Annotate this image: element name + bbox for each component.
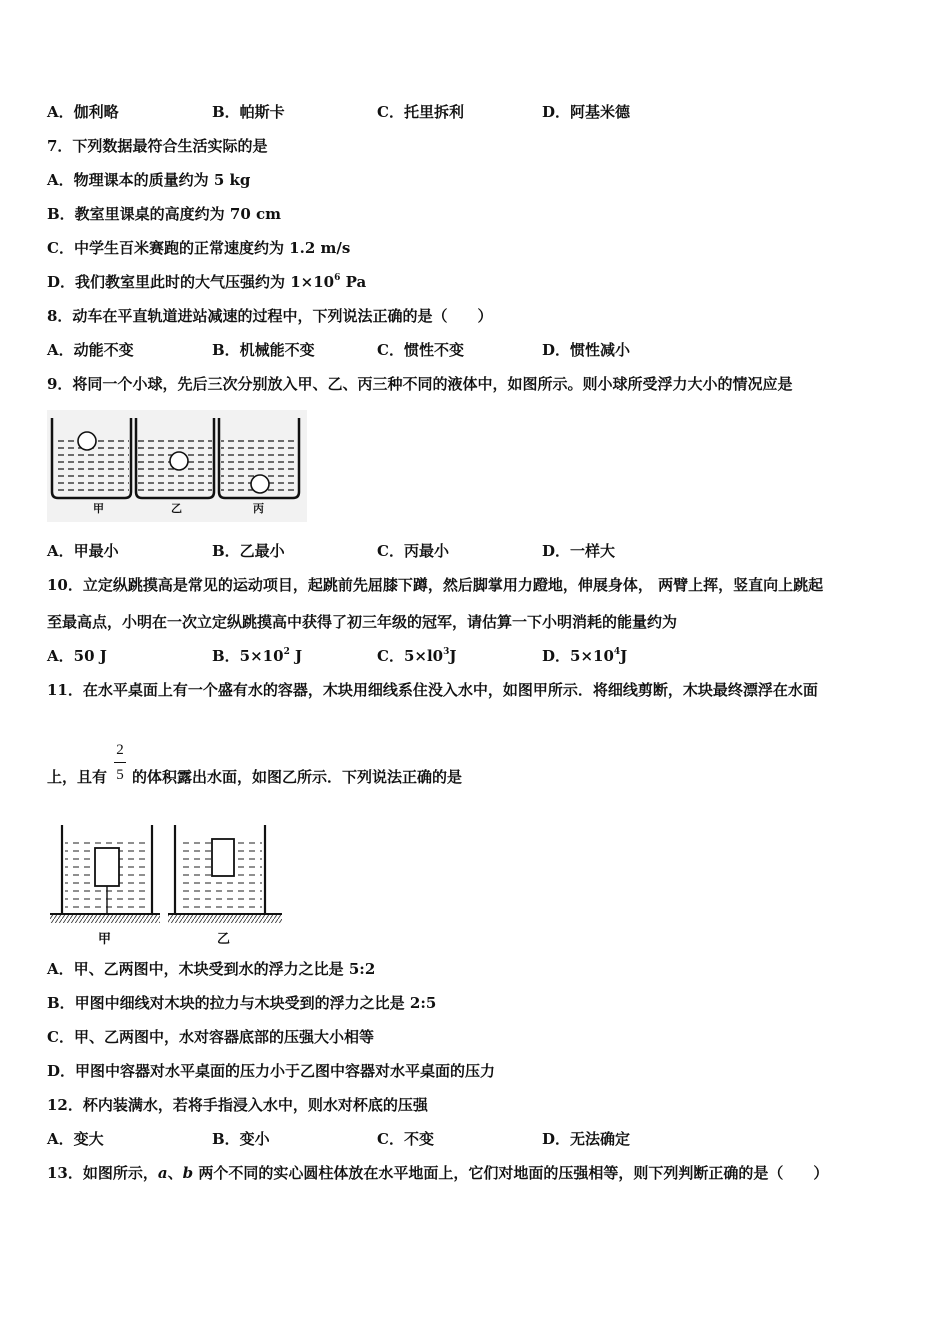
q10-c-unit: J xyxy=(449,647,457,665)
q10-option-b xyxy=(212,646,302,666)
q11-option-d: D．甲图中容器对水平桌面的压力小于乙图中容器对水平桌面的压力 xyxy=(47,1062,496,1080)
q10-d-text: D．5×10 xyxy=(542,647,614,665)
q13-var-b: b xyxy=(182,1164,194,1182)
q7-option-c: C．中学生百米赛跑的正常速度约为 1.2 m/s xyxy=(47,239,351,257)
q10-b-text: B．5×10 xyxy=(212,647,284,665)
q8-option-d: D．惯性减小 xyxy=(542,341,631,359)
q7-option-a: A．物理课本的质量约为 5 kg xyxy=(47,171,251,189)
q11-option-c: C．甲、乙两图中，水对容器底部的压强大小相等 xyxy=(47,1028,374,1046)
q11-option-b: B．甲图中细线对木块的拉力与木块受到的浮力之比是 2:5 xyxy=(47,994,437,1012)
q6-option-c: C．托里拆利 xyxy=(377,103,464,121)
q11-figure xyxy=(50,823,282,948)
q12-option-d: D．无法确定 xyxy=(542,1130,631,1148)
q9-option-c: C．丙最小 xyxy=(377,542,449,560)
q7-option-d xyxy=(47,272,366,292)
q10-stem-line1: 10．立定纵跳摸高是常见的运动项目，起跳前先屈膝下蹲，然后脚掌用力蹬地，伸展身体， 两臂上挥，竖直向上跳起 xyxy=(47,576,824,594)
q6-option-d: D．阿基米德 xyxy=(542,103,631,121)
q13-post: 两个不同的实心圆柱体放在水平地面上，它们对地面的压强相等，则下列判断正确的是（ ） xyxy=(193,1164,829,1182)
q12-option-b: B．变小 xyxy=(212,1130,270,1148)
q10-option-d xyxy=(542,646,627,666)
q11-containers-diagram xyxy=(50,823,282,928)
q11-option-a: A．甲、乙两图中，木块受到水的浮力之比是 5:2 xyxy=(47,960,376,978)
q10-option-c xyxy=(377,646,456,666)
q10-b-exp: 2 xyxy=(283,647,290,657)
fraction-bar xyxy=(114,762,126,763)
ball-yi xyxy=(170,452,188,470)
q7-option-d-text: D．我们教室里此时的大气压强约为 1×10 xyxy=(47,273,335,291)
q11-label-jia: 甲 xyxy=(98,932,112,947)
q11-stem-line2-post: 的体积露出水面，如图乙所示．下列说法正确的是 xyxy=(132,768,463,786)
q10-d-unit: J xyxy=(620,647,628,665)
q7-option-b: B．教室里课桌的高度约为 70 cm xyxy=(47,205,282,223)
q10-c-exp: 3 xyxy=(443,647,450,657)
q7-option-d-exp: 6 xyxy=(334,273,341,283)
ball-jia xyxy=(78,432,96,450)
q9-label-bing: 丙 xyxy=(253,502,264,515)
q9-option-b: B．乙最小 xyxy=(212,542,285,560)
q13-sep: 、 xyxy=(167,1164,183,1182)
fraction-two-fifths xyxy=(113,740,127,785)
q9-label-jia: 甲 xyxy=(93,502,104,515)
q6-options xyxy=(47,102,847,122)
q7-stem: 7．下列数据最符合生活实际的是 xyxy=(47,137,268,155)
q7-option-d-unit: Pa xyxy=(340,273,367,291)
q13-var-a: a xyxy=(157,1164,168,1182)
q9-stem: 9．将同一个小球，先后三次分别放入甲、乙、丙三种不同的液体中，如图所示。则小球所受浮力大小的情况应是 xyxy=(47,375,793,393)
q10-c-text: C．5×l0 xyxy=(377,647,444,665)
q8-stem: 8．动车在平直轨道进站减速的过程中，下列说法正确的是（ ） xyxy=(47,307,493,325)
q6-option-b: B．帕斯卡 xyxy=(212,103,285,121)
q9-label-yi: 乙 xyxy=(171,502,182,515)
q12-options xyxy=(47,1129,847,1149)
q8-option-b: B．机械能不变 xyxy=(212,341,315,359)
q9-option-a: A．甲最小 xyxy=(47,542,119,560)
q8-option-a: A．动能不变 xyxy=(47,341,134,359)
fraction-denominator: 5 xyxy=(116,767,124,783)
q11-stem-line1: 11．在水平桌面上有一个盛有水的容器，木块用细线系住没入水中，如图甲所示．将细线剪断，木块最终漂浮在水面 xyxy=(47,681,818,699)
q10-option-a: A．50 J xyxy=(47,647,107,665)
q9-option-d: D．一样大 xyxy=(542,542,616,560)
q12-option-c: C．不变 xyxy=(377,1130,434,1148)
q9-figure xyxy=(47,410,307,522)
q9-options xyxy=(47,541,847,561)
q8-option-c: C．惯性不变 xyxy=(377,341,464,359)
q11-label-yi: 乙 xyxy=(217,932,231,947)
q10-d-exp: 4 xyxy=(613,647,621,657)
q8-options xyxy=(47,340,847,360)
fraction-numerator: 2 xyxy=(116,742,124,758)
q11-stem-line2-pre: 上，且有 xyxy=(47,768,108,786)
q13-stem xyxy=(47,1163,828,1183)
ball-bing xyxy=(251,475,269,493)
wood-block-yi xyxy=(212,839,234,876)
q12-option-a: A．变大 xyxy=(47,1130,104,1148)
q10-options xyxy=(47,646,847,666)
q13-pre: 13．如图所示， xyxy=(47,1164,158,1182)
q10-b-unit: J xyxy=(289,647,303,665)
wood-block-jia xyxy=(95,848,119,886)
q6-option-a: A．伽利略 xyxy=(47,103,119,121)
q12-stem: 12．杯内装满水，若将手指浸入水中，则水对杯底的压强 xyxy=(47,1096,428,1114)
q10-stem-line2: 至最高点，小明在一次立定纵跳摸高中获得了初三年级的冠军，请估算一下小明消耗的能量约为 xyxy=(47,613,678,631)
